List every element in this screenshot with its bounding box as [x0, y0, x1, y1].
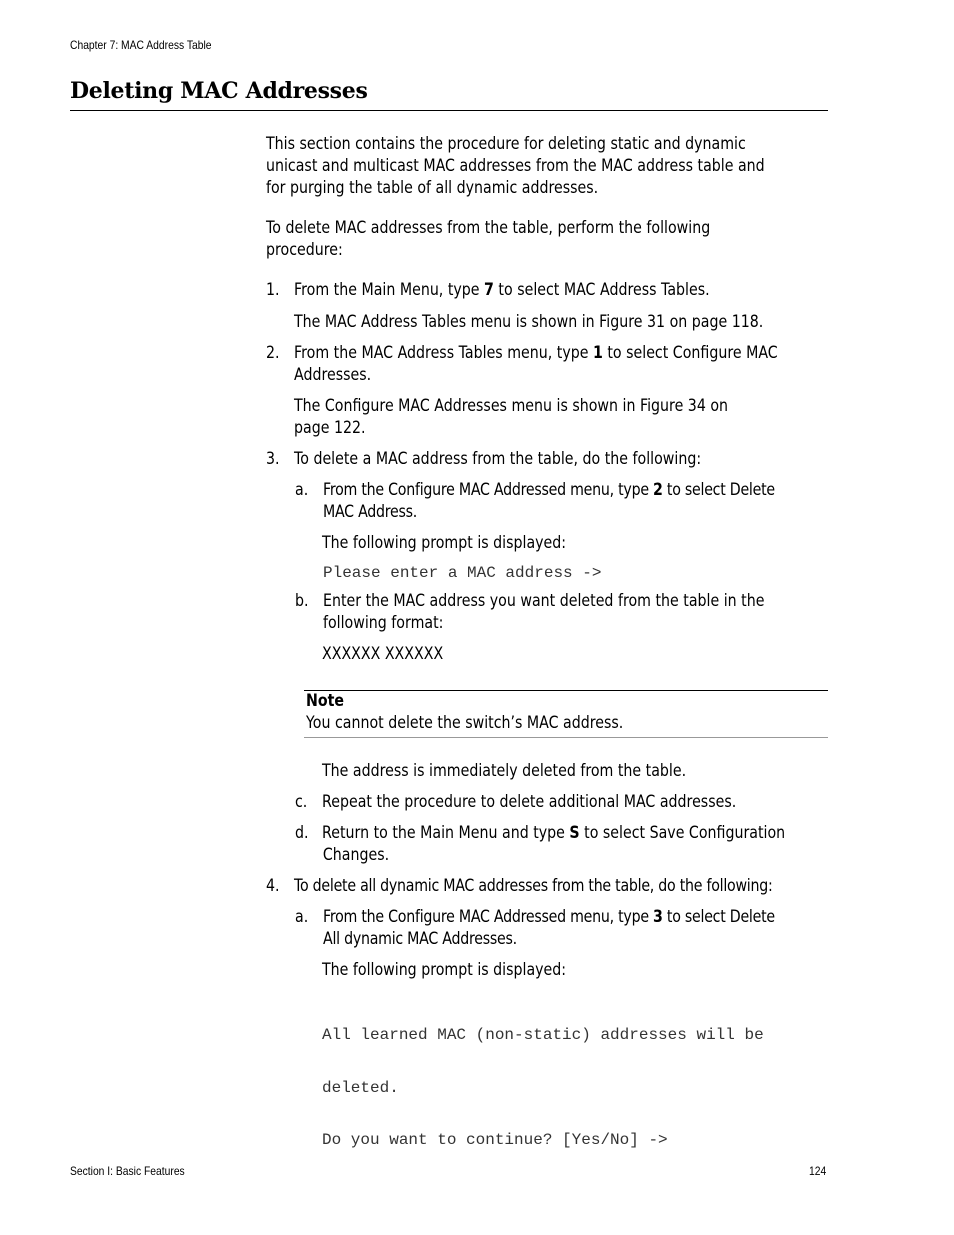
step-1: [294, 279, 710, 301]
step-number: 4.: [266, 876, 280, 895]
substep-letter: a.: [295, 480, 309, 499]
step-text: to select Save Configuration: [579, 823, 786, 842]
substep-letter: b.: [295, 591, 309, 610]
page-title: Deleting MAC Addresses: [70, 78, 368, 104]
menu-key: S: [569, 823, 580, 842]
result-text: The address is immediately deleted from the table.: [322, 761, 687, 780]
step-1-note: The MAC Address Tables menu is shown in Figure 31 on page 118.: [294, 312, 764, 331]
menu-key: 2: [653, 480, 663, 499]
step-text: Return to the Main Menu and type: [322, 823, 570, 842]
step-text: From the Main Menu, type: [294, 280, 485, 299]
step-text: Changes.: [322, 845, 390, 864]
prompt-intro: The following prompt is displayed:: [322, 533, 567, 552]
mac-format: XXXXXX XXXXXX: [322, 644, 444, 663]
menu-key: 3: [653, 907, 663, 926]
console-line: deleted.: [322, 1078, 399, 1097]
note-text: You cannot delete the switch’s MAC address.: [306, 713, 624, 732]
step-text: following format:: [323, 613, 444, 632]
substep-3b: [323, 590, 764, 634]
text-line: This section contains the procedure for deleting static and dynamic: [266, 134, 746, 153]
step-text: MAC Address.: [323, 502, 418, 521]
procedure-intro: [266, 217, 710, 261]
step-text: All dynamic MAC Addresses.: [323, 929, 517, 948]
step-text: to select Delete: [662, 480, 775, 499]
text-line: page 122.: [294, 418, 366, 437]
text-line: To delete MAC addresses from the table, perform the following: [266, 218, 711, 237]
step-text: From the Configure MAC Addressed menu, type: [323, 480, 654, 499]
note-label: Note: [306, 691, 345, 710]
footer-section: Section I: Basic Features: [70, 1164, 185, 1178]
text-line: The Configure MAC Addresses menu is shown in Figure 34 on: [294, 396, 729, 415]
text-line: for purging the table of all dynamic addresses.: [266, 178, 599, 197]
text-line: procedure:: [266, 240, 343, 259]
step-3: To delete a MAC address from the table, do the following:: [294, 449, 702, 468]
console-prompt: Please enter a MAC address ->: [323, 564, 602, 582]
substep-letter: c.: [295, 792, 308, 811]
running-header: Chapter 7: MAC Address Table: [70, 38, 212, 52]
menu-key: 7: [484, 280, 494, 299]
step-number: 2.: [266, 343, 280, 362]
step-text: From the MAC Address Tables menu, type: [294, 343, 593, 362]
step-text: to select Configure MAC: [602, 343, 778, 362]
console-prompt: [322, 992, 764, 1167]
step-4: To delete all dynamic MAC addresses from the table, do the following:: [294, 876, 773, 895]
note-top-rule: [304, 690, 828, 691]
substep-3c: Repeat the procedure to delete additional MAC addresses.: [322, 792, 737, 811]
step-text: to select Delete: [662, 907, 775, 926]
substep-letter: a.: [295, 907, 309, 926]
step-text: Enter the MAC address you want deleted from the table in the: [323, 591, 765, 610]
menu-key: 1: [592, 343, 603, 362]
step-text: Addresses.: [294, 365, 372, 384]
substep-4a: [323, 906, 775, 950]
step-number: 1.: [266, 280, 280, 299]
console-line: Do you want to continue? [Yes/No] ->: [322, 1131, 668, 1149]
text-line: unicast and multicast MAC addresses from the MAC address table and: [266, 156, 765, 175]
step-2-note: [294, 395, 728, 439]
prompt-intro: The following prompt is displayed:: [322, 960, 567, 979]
substep-3a: [323, 479, 775, 523]
intro-paragraph: [266, 133, 765, 199]
substep-letter: d.: [295, 823, 309, 842]
substep-3d: [322, 822, 785, 866]
console-line: All learned MAC (non-static) addresses will be: [322, 1026, 764, 1044]
page-number: 124: [809, 1164, 827, 1178]
title-rule: [70, 110, 828, 111]
step-text: From the Configure MAC Addressed menu, type: [323, 907, 654, 926]
step-2: [294, 342, 778, 386]
note-bottom-rule: [304, 737, 828, 738]
step-number: 3.: [266, 449, 280, 468]
step-text: to select MAC Address Tables.: [493, 280, 710, 299]
